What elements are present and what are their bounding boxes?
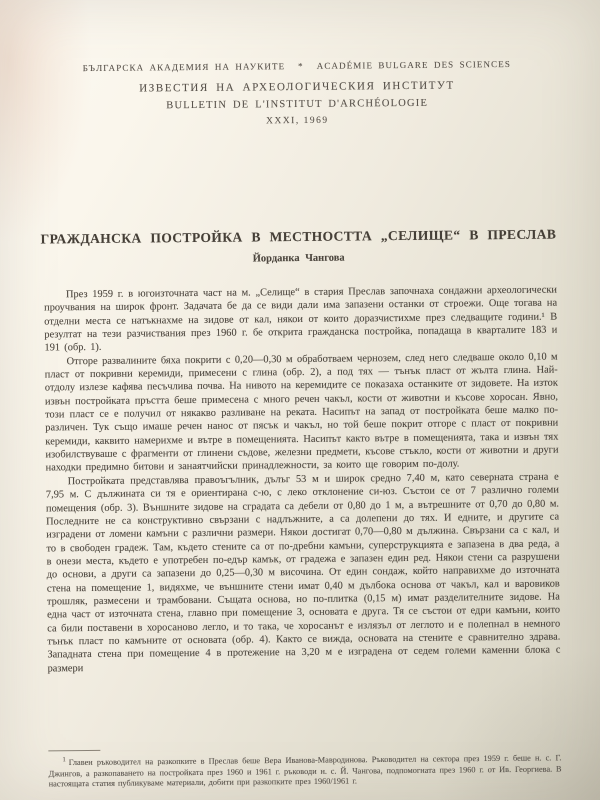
footnote-marker: 1 <box>62 756 66 764</box>
academy-name-bg: БЪЛГАРСКА АКАДЕМИЯ НА НАУКИТЕ <box>82 61 286 74</box>
footnote-text: Главен ръководител на разкопките в Преслав беше Вера Иванова-Мавродинова. Ръководител на сектора през 1959 г. беше н. с. Г. Джингов, а разкопаването на постройката през 1960 и 1961 г. ръководи н. с. Й. Чангова, подпомогната през 1960 г. от Ив. Георгиева. В настоящата статия публикуваме материали, добити при разкопките през 1960/1961 г. <box>48 753 562 789</box>
footnote-block <box>48 746 561 791</box>
article-title-block <box>28 226 568 266</box>
volume-year: XXXI, 1969 <box>266 115 329 127</box>
academy-name-fr: ACADÉMIE BULGARE DES SCIENCES <box>316 58 511 71</box>
article-author: Йорданка Чангова <box>252 252 345 265</box>
article-title: ГРАЖДАНСКА ПОСТРОЙКА В МЕСТНОСТТА „СЕЛИЩЕ“ В ПРЕСЛАВ <box>40 226 557 247</box>
footnote-rule <box>48 750 100 751</box>
paragraph-1: През 1959 г. в югоизточната част на м. „Селище“ в стария Преслав започнаха сондажни археологически проучвания на широк фронт. Задачата бе да се види дали има запазени останки от строежи. Още тогава на отделни места се натъкнахме на зидове от кал, някои от които доразчистихме през следващите години.¹ В резултат на тези разчиствания през 1960 г. бе открита гражданска постройка, попадаща в кварталите 183 и 191 (обр. 1). <box>44 284 558 354</box>
journal-header <box>0 58 597 129</box>
journal-title-fr: BULLETIN DE L'INSTITUT D'ARCHÉOLOGIE <box>166 97 429 112</box>
footnote-text-line <box>48 751 561 791</box>
star-separator-icon: * <box>298 60 304 72</box>
article-body <box>44 284 561 676</box>
paragraph-2: Отгоре развалините бяха покрити с 0,20—0,30 м обработваем чернозем, след него следваше около 0,10 м пласт от покривни керемиди, примесени с глина (обр. 2), а под тях — тънък пласт от жълта глина. Най-отдолу излезе кафява песъчлива почва. На нивото на керемидите се показаха останките от зидовете. На изток извън постройката пръстта беше примесена с много речен чакъл, кости от животни и късове хоросан. Явно, този пласт се е получил от някакво разливане на реката. Насипът на запад от постройката беше малко по-различен. Тук също имаше речен нанос от пясък и чакъл, но той беше покрит отгоре с пласт от покривни керемиди, каквито намерихме и вътре в помещенията. Насипът както вътре в помещенията, така и извън тях изобилствуваше с фрагменти от глинени съдове, железни предмети, късове стъкло, кости от животни и други находки предимно битови и занаятчийски принадлежности, за които ще говорим по-долу. <box>44 351 559 474</box>
journal-title-bg: ИЗВЕСТИЯ НА АРХЕОЛОГИЧЕСКИЯ ИНСТИТУТ <box>139 79 455 95</box>
paragraph-3: Постройката представлява правоъгълник, дълъг 53 м и широк средно 7,40 м, като северната страна е 7,95 м. С дължината си тя е ориентирана с-ю, с леко отклонение си-юз. Състои се от 7 различно големи помещения (обр. 3). Външните зидове на сградата са дебели от 0,80 до 1 м, а вътрешните от 0,70 до 0,80 м. Последните не са конструктивно свързани с надлъжните, а са долепени до тях. И едните, и другите са изградени от ломени камъни с различни размери. Някои достигат 0,70—0,80 м дължина. Свързани са с кал, и то в свободен градеж. Там, където стените са от по-дребни камъни, суперструкцията е запазена в два реда, а в онези места, където е употребен по-едър камък, от градежа е запазен един ред. Някои стени са разрушени до основи, а други са запазени до 0,25—0,30 м височина. От един сондаж, който направихме до източната стена на помещение 1, видяхме, че външните стени имат 0,40 м дълбока основа от чакъл, кал и варовиков трошляк, размесени и трамбовани. Същата основа, но по-плитка (0,15 м) имат разделителните зидове. На една част от източната стена, главно при помещение 3, основата е друга. Тя се състои от едри камъни, които са били поставени в хоросаново легло, и то така, че хоросанът е излязъл от леглото и е полепнал в немного тънък пласт по камъните от основата (обр. 4). Както се вижда, основата на стените е сравнително здрава. Западната стена при помещение 4 в протежение на 3,20 м е изградена от седем големи каменни блока с размери <box>45 471 561 675</box>
academy-line <box>0 58 597 74</box>
